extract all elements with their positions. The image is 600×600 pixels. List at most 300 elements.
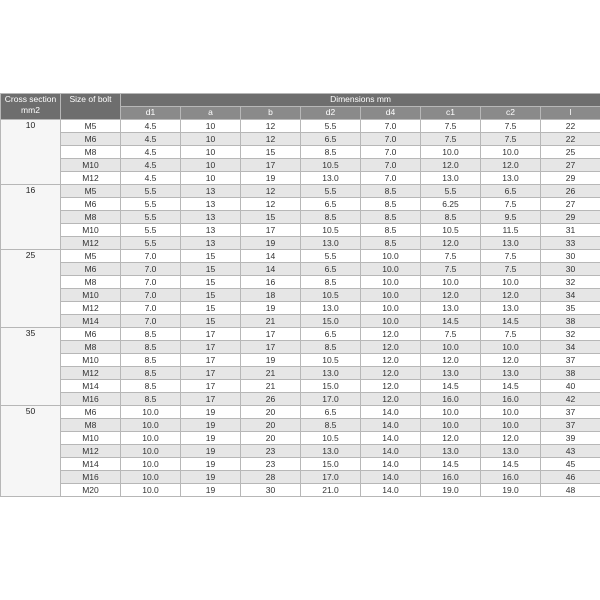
- value-cell-d4: 12.0: [361, 354, 421, 367]
- header-cross-section: Cross section mm2: [1, 94, 61, 120]
- value-cell-d1: 8.5: [121, 380, 181, 393]
- table-row: [1, 315, 600, 328]
- bolt-size-cell: M12: [61, 367, 121, 380]
- value-cell-d2: 6.5: [301, 133, 361, 146]
- table-row: [1, 172, 600, 185]
- table-row: [1, 354, 600, 367]
- value-cell-d2: 5.5: [301, 185, 361, 198]
- value-cell-d1: 8.5: [121, 367, 181, 380]
- table-row: [1, 250, 600, 263]
- value-cell-a: 19: [181, 445, 241, 458]
- value-cell-b: 12: [241, 185, 301, 198]
- value-cell-c1: 10.5: [421, 224, 481, 237]
- value-cell-c1: 7.5: [421, 263, 481, 276]
- value-cell-d1: 10.0: [121, 471, 181, 484]
- table-row: [1, 367, 600, 380]
- value-cell-c1: 13.0: [421, 367, 481, 380]
- value-cell-d2: 8.5: [301, 211, 361, 224]
- value-cell-a: 15: [181, 263, 241, 276]
- value-cell-c2: 14.5: [481, 380, 541, 393]
- value-cell-l: 38: [541, 315, 600, 328]
- value-cell-c2: 13.0: [481, 172, 541, 185]
- value-cell-d2: 8.5: [301, 276, 361, 289]
- value-cell-b: 19: [241, 302, 301, 315]
- value-cell-c1: 5.5: [421, 185, 481, 198]
- value-cell-d4: 10.0: [361, 250, 421, 263]
- value-cell-d4: 14.0: [361, 484, 421, 497]
- value-cell-a: 13: [181, 211, 241, 224]
- value-cell-l: 43: [541, 445, 600, 458]
- value-cell-d2: 13.0: [301, 445, 361, 458]
- value-cell-c2: 10.0: [481, 276, 541, 289]
- value-cell-c1: 10.0: [421, 419, 481, 432]
- value-cell-l: 34: [541, 289, 600, 302]
- bolt-size-cell: M14: [61, 458, 121, 471]
- value-cell-a: 15: [181, 302, 241, 315]
- value-cell-d1: 10.0: [121, 458, 181, 471]
- value-cell-d2: 13.0: [301, 172, 361, 185]
- table-row: [1, 380, 600, 393]
- value-cell-d4: 14.0: [361, 406, 421, 419]
- value-cell-l: 38: [541, 367, 600, 380]
- value-cell-d1: 4.5: [121, 133, 181, 146]
- bolt-size-cell: M6: [61, 263, 121, 276]
- value-cell-d1: 10.0: [121, 484, 181, 497]
- value-cell-c1: 7.5: [421, 250, 481, 263]
- value-cell-c1: 12.0: [421, 432, 481, 445]
- value-cell-l: 30: [541, 263, 600, 276]
- value-cell-d4: 10.0: [361, 302, 421, 315]
- table-row: [1, 471, 600, 484]
- value-cell-a: 15: [181, 289, 241, 302]
- value-cell-c1: 10.0: [421, 406, 481, 419]
- value-cell-a: 13: [181, 185, 241, 198]
- bolt-size-cell: M8: [61, 341, 121, 354]
- value-cell-c2: 6.5: [481, 185, 541, 198]
- bolt-size-cell: M10: [61, 289, 121, 302]
- table-row: [1, 289, 600, 302]
- value-cell-c2: 14.5: [481, 458, 541, 471]
- value-cell-b: 28: [241, 471, 301, 484]
- bolt-size-cell: M10: [61, 354, 121, 367]
- bolt-size-cell: M12: [61, 445, 121, 458]
- value-cell-c2: 12.0: [481, 432, 541, 445]
- value-cell-d2: 8.5: [301, 146, 361, 159]
- value-cell-d4: 12.0: [361, 393, 421, 406]
- value-cell-c1: 7.5: [421, 133, 481, 146]
- value-cell-d4: 7.0: [361, 172, 421, 185]
- value-cell-l: 29: [541, 211, 600, 224]
- value-cell-d4: 10.0: [361, 263, 421, 276]
- value-cell-c1: 8.5: [421, 211, 481, 224]
- bolt-size-cell: M8: [61, 419, 121, 432]
- value-cell-c2: 13.0: [481, 445, 541, 458]
- value-cell-a: 17: [181, 341, 241, 354]
- value-cell-d4: 10.0: [361, 315, 421, 328]
- value-cell-c2: 11.5: [481, 224, 541, 237]
- value-cell-b: 12: [241, 198, 301, 211]
- value-cell-b: 17: [241, 224, 301, 237]
- value-cell-a: 19: [181, 419, 241, 432]
- header-col-b: b: [241, 107, 301, 120]
- header-col-d1: d1: [121, 107, 181, 120]
- value-cell-c2: 7.5: [481, 120, 541, 133]
- value-cell-c1: 12.0: [421, 159, 481, 172]
- bolt-size-cell: M8: [61, 146, 121, 159]
- value-cell-c2: 7.5: [481, 263, 541, 276]
- table-row: [1, 133, 600, 146]
- value-cell-d1: 8.5: [121, 328, 181, 341]
- value-cell-c2: 19.0: [481, 484, 541, 497]
- bolt-size-cell: M12: [61, 237, 121, 250]
- value-cell-c1: 13.0: [421, 172, 481, 185]
- value-cell-d4: 14.0: [361, 432, 421, 445]
- value-cell-d2: 15.0: [301, 458, 361, 471]
- bolt-size-cell: M16: [61, 471, 121, 484]
- header-col-d4: d4: [361, 107, 421, 120]
- value-cell-l: 34: [541, 341, 600, 354]
- value-cell-a: 15: [181, 315, 241, 328]
- value-cell-l: 30: [541, 250, 600, 263]
- value-cell-d4: 12.0: [361, 367, 421, 380]
- bolt-size-cell: M14: [61, 380, 121, 393]
- value-cell-b: 16: [241, 276, 301, 289]
- value-cell-a: 19: [181, 458, 241, 471]
- value-cell-d1: 10.0: [121, 445, 181, 458]
- value-cell-d4: 8.5: [361, 185, 421, 198]
- value-cell-b: 21: [241, 315, 301, 328]
- value-cell-d2: 6.5: [301, 406, 361, 419]
- value-cell-c2: 7.5: [481, 328, 541, 341]
- table-row: [1, 419, 600, 432]
- value-cell-d2: 5.5: [301, 120, 361, 133]
- value-cell-a: 17: [181, 393, 241, 406]
- value-cell-l: 26: [541, 185, 600, 198]
- value-cell-d2: 6.5: [301, 328, 361, 341]
- value-cell-d4: 12.0: [361, 341, 421, 354]
- table-row: [1, 302, 600, 315]
- value-cell-a: 15: [181, 250, 241, 263]
- value-cell-c1: 12.0: [421, 354, 481, 367]
- value-cell-d4: 8.5: [361, 237, 421, 250]
- bolt-size-cell: M14: [61, 315, 121, 328]
- value-cell-d4: 12.0: [361, 380, 421, 393]
- value-cell-b: 23: [241, 445, 301, 458]
- value-cell-l: 39: [541, 432, 600, 445]
- value-cell-b: 20: [241, 419, 301, 432]
- value-cell-c1: 13.0: [421, 302, 481, 315]
- header-col-d2: d2: [301, 107, 361, 120]
- value-cell-d4: 8.5: [361, 224, 421, 237]
- value-cell-d1: 4.5: [121, 172, 181, 185]
- table-row: [1, 263, 600, 276]
- value-cell-c1: 10.0: [421, 276, 481, 289]
- bolt-size-cell: M10: [61, 224, 121, 237]
- value-cell-c2: 7.5: [481, 133, 541, 146]
- cross-section-cell: 16: [1, 185, 61, 250]
- value-cell-d1: 5.5: [121, 224, 181, 237]
- value-cell-l: 31: [541, 224, 600, 237]
- value-cell-l: 45: [541, 458, 600, 471]
- value-cell-d1: 7.0: [121, 276, 181, 289]
- value-cell-c1: 16.0: [421, 393, 481, 406]
- value-cell-c2: 10.0: [481, 341, 541, 354]
- value-cell-b: 30: [241, 484, 301, 497]
- value-cell-l: 37: [541, 419, 600, 432]
- value-cell-b: 21: [241, 380, 301, 393]
- value-cell-a: 17: [181, 354, 241, 367]
- value-cell-d4: 14.0: [361, 445, 421, 458]
- value-cell-b: 12: [241, 120, 301, 133]
- header-col-c2: c2: [481, 107, 541, 120]
- value-cell-c1: 14.5: [421, 315, 481, 328]
- value-cell-d4: 7.0: [361, 146, 421, 159]
- value-cell-c1: 6.25: [421, 198, 481, 211]
- value-cell-c1: 19.0: [421, 484, 481, 497]
- value-cell-b: 23: [241, 458, 301, 471]
- value-cell-a: 10: [181, 159, 241, 172]
- value-cell-b: 18: [241, 289, 301, 302]
- value-cell-c1: 7.5: [421, 120, 481, 133]
- value-cell-d4: 7.0: [361, 159, 421, 172]
- value-cell-l: 48: [541, 484, 600, 497]
- value-cell-c2: 7.5: [481, 250, 541, 263]
- value-cell-a: 10: [181, 146, 241, 159]
- value-cell-c1: 12.0: [421, 289, 481, 302]
- value-cell-d1: 7.0: [121, 263, 181, 276]
- value-cell-d4: 14.0: [361, 419, 421, 432]
- value-cell-c1: 16.0: [421, 471, 481, 484]
- value-cell-b: 14: [241, 263, 301, 276]
- table-row: [1, 159, 600, 172]
- value-cell-b: 20: [241, 406, 301, 419]
- value-cell-d1: 7.0: [121, 302, 181, 315]
- value-cell-l: 35: [541, 302, 600, 315]
- bolt-size-cell: M10: [61, 159, 121, 172]
- value-cell-d2: 6.5: [301, 198, 361, 211]
- table-row: [1, 484, 600, 497]
- value-cell-d2: 13.0: [301, 237, 361, 250]
- value-cell-c2: 16.0: [481, 471, 541, 484]
- bolt-size-cell: M8: [61, 211, 121, 224]
- value-cell-a: 15: [181, 276, 241, 289]
- value-cell-l: 42: [541, 393, 600, 406]
- value-cell-a: 19: [181, 484, 241, 497]
- value-cell-d4: 7.0: [361, 120, 421, 133]
- bolt-size-cell: M12: [61, 172, 121, 185]
- value-cell-c2: 12.0: [481, 354, 541, 367]
- table-row: [1, 185, 600, 198]
- value-cell-c2: 13.0: [481, 367, 541, 380]
- value-cell-l: 37: [541, 354, 600, 367]
- value-cell-l: 27: [541, 159, 600, 172]
- table-row: [1, 237, 600, 250]
- value-cell-b: 19: [241, 237, 301, 250]
- value-cell-c2: 7.5: [481, 198, 541, 211]
- value-cell-a: 13: [181, 237, 241, 250]
- value-cell-d2: 8.5: [301, 341, 361, 354]
- value-cell-a: 17: [181, 367, 241, 380]
- cross-section-cell: 10: [1, 120, 61, 185]
- value-cell-b: 17: [241, 328, 301, 341]
- table-row: [1, 341, 600, 354]
- value-cell-d2: 13.0: [301, 302, 361, 315]
- value-cell-b: 20: [241, 432, 301, 445]
- value-cell-c2: 12.0: [481, 289, 541, 302]
- value-cell-d1: 10.0: [121, 406, 181, 419]
- value-cell-d2: 10.5: [301, 432, 361, 445]
- value-cell-d2: 17.0: [301, 393, 361, 406]
- bolt-size-cell: M5: [61, 250, 121, 263]
- header-dimensions: Dimensions mm: [121, 94, 600, 107]
- bolt-size-cell: M5: [61, 185, 121, 198]
- cross-section-cell: 35: [1, 328, 61, 406]
- value-cell-d1: 8.5: [121, 341, 181, 354]
- value-cell-c1: 13.0: [421, 445, 481, 458]
- value-cell-d2: 15.0: [301, 315, 361, 328]
- value-cell-b: 15: [241, 211, 301, 224]
- value-cell-b: 17: [241, 159, 301, 172]
- bolt-size-cell: M6: [61, 198, 121, 211]
- value-cell-a: 17: [181, 328, 241, 341]
- value-cell-a: 19: [181, 406, 241, 419]
- value-cell-d4: 8.5: [361, 211, 421, 224]
- value-cell-b: 26: [241, 393, 301, 406]
- value-cell-d4: 14.0: [361, 458, 421, 471]
- table-row: [1, 458, 600, 471]
- value-cell-d1: 7.0: [121, 315, 181, 328]
- value-cell-l: 22: [541, 133, 600, 146]
- value-cell-d1: 10.0: [121, 432, 181, 445]
- value-cell-d2: 15.0: [301, 380, 361, 393]
- value-cell-d1: 5.5: [121, 237, 181, 250]
- value-cell-l: 22: [541, 120, 600, 133]
- value-cell-d2: 21.0: [301, 484, 361, 497]
- bolt-size-cell: M5: [61, 120, 121, 133]
- value-cell-b: 19: [241, 172, 301, 185]
- value-cell-d4: 12.0: [361, 328, 421, 341]
- value-cell-a: 10: [181, 133, 241, 146]
- header-col-a: a: [181, 107, 241, 120]
- value-cell-c1: 10.0: [421, 341, 481, 354]
- value-cell-l: 32: [541, 328, 600, 341]
- value-cell-c2: 10.0: [481, 419, 541, 432]
- value-cell-c2: 12.0: [481, 159, 541, 172]
- value-cell-a: 10: [181, 172, 241, 185]
- value-cell-d1: 7.0: [121, 289, 181, 302]
- value-cell-d4: 10.0: [361, 276, 421, 289]
- value-cell-a: 19: [181, 432, 241, 445]
- value-cell-c1: 7.5: [421, 328, 481, 341]
- bolt-size-cell: M12: [61, 302, 121, 315]
- value-cell-c2: 13.0: [481, 302, 541, 315]
- value-cell-l: 33: [541, 237, 600, 250]
- value-cell-d2: 13.0: [301, 367, 361, 380]
- value-cell-d1: 10.0: [121, 419, 181, 432]
- value-cell-b: 14: [241, 250, 301, 263]
- value-cell-d2: 10.5: [301, 289, 361, 302]
- value-cell-d2: 10.5: [301, 354, 361, 367]
- value-cell-d1: 7.0: [121, 250, 181, 263]
- header-col-c1: c1: [421, 107, 481, 120]
- value-cell-d2: 5.5: [301, 250, 361, 263]
- value-cell-c2: 10.0: [481, 146, 541, 159]
- value-cell-l: 37: [541, 406, 600, 419]
- value-cell-c2: 14.5: [481, 315, 541, 328]
- value-cell-b: 17: [241, 341, 301, 354]
- value-cell-d1: 5.5: [121, 185, 181, 198]
- value-cell-d1: 8.5: [121, 393, 181, 406]
- value-cell-b: 15: [241, 146, 301, 159]
- value-cell-c2: 13.0: [481, 237, 541, 250]
- header-size-of-bolt: Size of bolt: [61, 94, 121, 120]
- value-cell-l: 29: [541, 172, 600, 185]
- value-cell-c1: 14.5: [421, 380, 481, 393]
- value-cell-l: 46: [541, 471, 600, 484]
- table-body: [1, 120, 600, 497]
- value-cell-d1: 4.5: [121, 120, 181, 133]
- table-row: [1, 120, 600, 133]
- table-header: [1, 94, 600, 120]
- value-cell-d2: 8.5: [301, 419, 361, 432]
- value-cell-b: 12: [241, 133, 301, 146]
- value-cell-d4: 7.0: [361, 133, 421, 146]
- value-cell-b: 19: [241, 354, 301, 367]
- dimensions-table: [0, 93, 600, 497]
- table-row: [1, 393, 600, 406]
- header-col-l: l: [541, 107, 600, 120]
- value-cell-d1: 4.5: [121, 146, 181, 159]
- value-cell-c1: 12.0: [421, 237, 481, 250]
- cross-section-cell: 25: [1, 250, 61, 328]
- bolt-size-cell: M20: [61, 484, 121, 497]
- value-cell-d2: 17.0: [301, 471, 361, 484]
- table-row: [1, 445, 600, 458]
- value-cell-d1: 5.5: [121, 198, 181, 211]
- value-cell-d4: 8.5: [361, 198, 421, 211]
- value-cell-l: 27: [541, 198, 600, 211]
- value-cell-c2: 9.5: [481, 211, 541, 224]
- value-cell-c2: 10.0: [481, 406, 541, 419]
- table-row: [1, 146, 600, 159]
- bolt-size-cell: M8: [61, 276, 121, 289]
- value-cell-b: 21: [241, 367, 301, 380]
- bolt-size-cell: M6: [61, 328, 121, 341]
- bolt-size-cell: M16: [61, 393, 121, 406]
- value-cell-d2: 6.5: [301, 263, 361, 276]
- bolt-size-cell: M10: [61, 432, 121, 445]
- table-row: [1, 276, 600, 289]
- value-cell-a: 13: [181, 198, 241, 211]
- value-cell-l: 25: [541, 146, 600, 159]
- value-cell-a: 10: [181, 120, 241, 133]
- table-row: [1, 406, 600, 419]
- table-row: [1, 328, 600, 341]
- value-cell-d1: 8.5: [121, 354, 181, 367]
- value-cell-a: 13: [181, 224, 241, 237]
- value-cell-l: 32: [541, 276, 600, 289]
- value-cell-d1: 4.5: [121, 159, 181, 172]
- value-cell-d4: 14.0: [361, 471, 421, 484]
- value-cell-d1: 5.5: [121, 211, 181, 224]
- table-row: [1, 198, 600, 211]
- value-cell-c1: 10.0: [421, 146, 481, 159]
- table-row: [1, 432, 600, 445]
- value-cell-a: 19: [181, 471, 241, 484]
- bolt-size-cell: M6: [61, 133, 121, 146]
- table-row: [1, 224, 600, 237]
- value-cell-d2: 10.5: [301, 159, 361, 172]
